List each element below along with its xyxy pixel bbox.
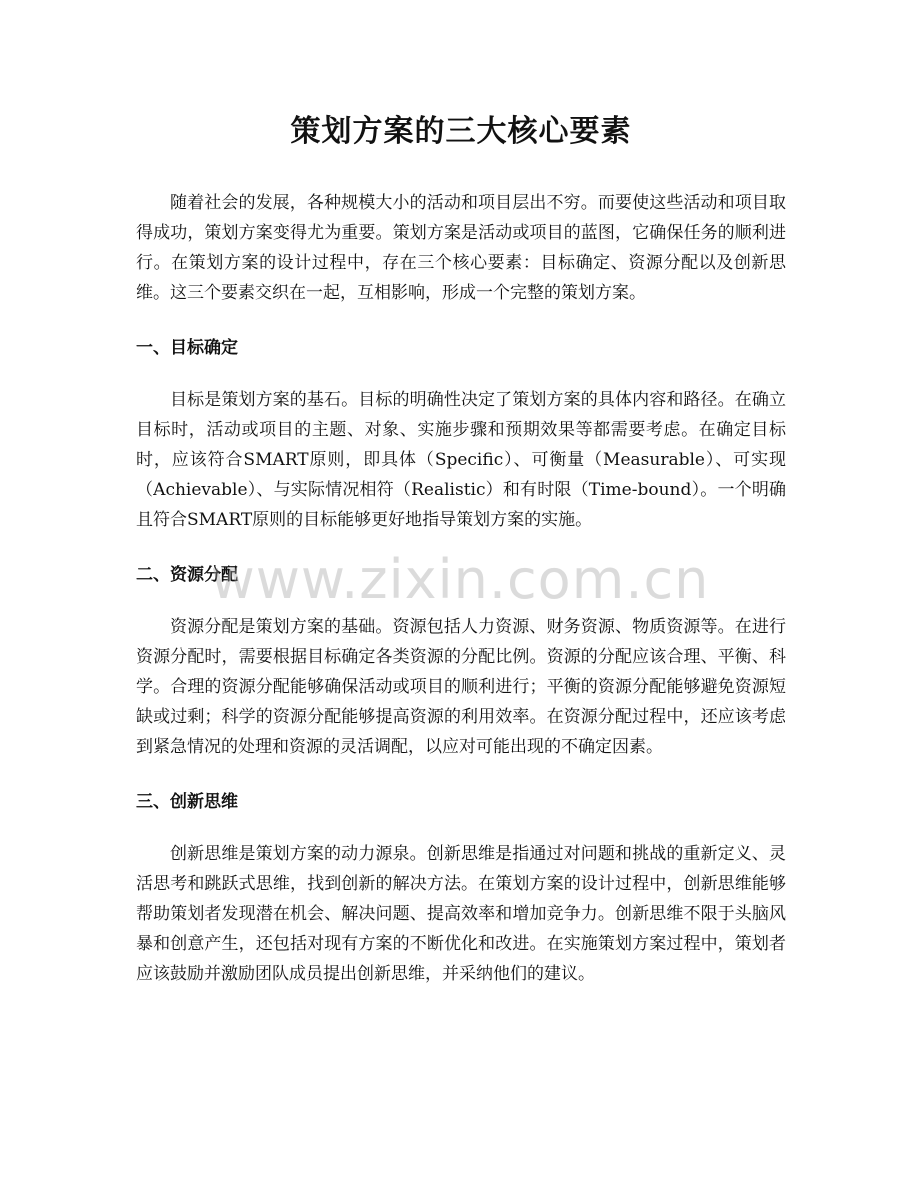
- section-body-innovation: 创新思维是策划方案的动力源泉。创新思维是指通过对问题和挑战的重新定义、灵活思考和跳跃式思维，找到创新的解决方法。在策划方案的设计过程中，创新思维能够帮助策划者发现潜在机会、解决问题、提高效率和增加竞争力。创新思维不限于头脑风暴和创意产生，还包括对现有方案的不断优化和改进。在实施策划方案过程中，策划者应该鼓励并激励团队成员提出创新思维，并采纳他们的建议。: [136, 844, 786, 984]
- section-heading-resources: 二、资源分配: [136, 565, 238, 585]
- watermark: www.zixin.com.cn: [210, 548, 710, 611]
- section-heading-goal: 一、目标确定: [136, 338, 238, 358]
- document-page: [136, 100, 786, 989]
- section-body-resources: 资源分配是策划方案的基础。资源包括人力资源、财务资源、物质资源等。在进行资源分配时，需要根据目标确定各类资源的分配比例。资源的分配应该合理、平衡、科学。合理的资源分配能够确保活动或项目的顺利进行；平衡的资源分配能够避免资源短缺或过剩；科学的资源分配能够提高资源的利用效率。在资源分配过程中，还应该考虑到紧急情况的处理和资源的灵活调配，以应对可能出现的不确定因素。: [136, 617, 786, 757]
- intro-paragraph: 随着社会的发展，各种规模大小的活动和项目层出不穷。而要使这些活动和项目取得成功，策划方案变得尤为重要。策划方案是活动或项目的蓝图，它确保任务的顺利进行。在策划方案的设计过程中，存在三个核心要素：目标确定、资源分配以及创新思维。这三个要素交织在一起，互相影响，形成一个完整的策划方案。: [136, 193, 786, 303]
- section-body-goal: 目标是策划方案的基石。目标的明确性决定了策划方案的具体内容和路径。在确立目标时，活动或项目的主题、对象、实施步骤和预期效果等都需要考虑。在确定目标时，应该符合SMART原则，即具体（Specific）、可衡量（Measurable）、可实现（Achievable）、与实际情况相符（Realistic）和有时限（Time-bound）。一个明确且符合SMART原则的目标能够更好地指导策划方案的实施。: [136, 390, 786, 530]
- document-title: 策划方案的三大核心要素: [290, 114, 632, 149]
- section-heading-innovation: 三、创新思维: [136, 792, 238, 812]
